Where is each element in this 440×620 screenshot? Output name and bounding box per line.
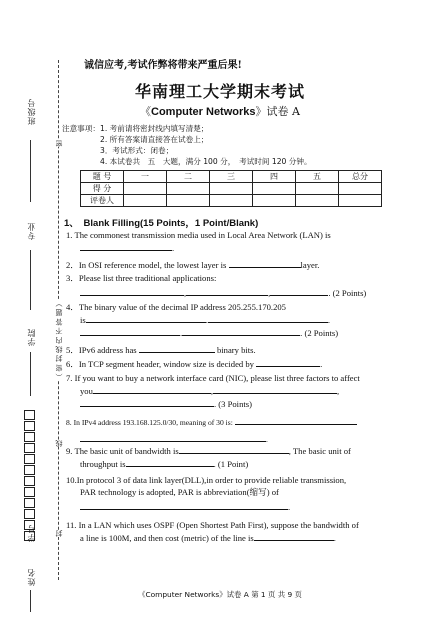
grader-cell[interactable] xyxy=(167,195,210,207)
subtitle-close: 》试卷 A xyxy=(255,105,300,118)
question-text: 3．Please list three traditional applications: xyxy=(66,273,217,283)
note-item: 2. 所有答案请直接答在试卷上； xyxy=(100,135,209,144)
score-row-label: 得 分 xyxy=(81,183,124,195)
course-name: Computer Networks xyxy=(151,106,256,118)
table-header-cell: 题 号 xyxy=(81,171,124,183)
answer-blank[interactable] xyxy=(254,531,334,541)
score-cell[interactable] xyxy=(124,183,167,195)
seal-instruction: （ 密 封 线 内 不 答 题 ） xyxy=(55,300,63,381)
punct: . xyxy=(266,435,268,444)
class-field[interactable] xyxy=(30,140,31,202)
punct: . xyxy=(333,533,336,543)
table-header-cell: 三 xyxy=(210,171,253,183)
note-item: 4. 本试卷共 五 大题，满分 100 分， 考试时间 120 分钟。 xyxy=(100,157,312,166)
student-id-boxes[interactable] xyxy=(24,410,34,542)
answer-blank[interactable] xyxy=(182,326,300,336)
grader-cell[interactable] xyxy=(296,195,339,207)
question-text: 9. The basic unit of bandwidth is xyxy=(66,446,179,456)
question-text: a line is 100M, and then cost (metric) of the line is xyxy=(80,533,254,543)
question-text: you xyxy=(80,386,93,396)
punct: . xyxy=(327,315,331,325)
question-text: 7. If you want to buy a network interface card (NIC), please list three factors to affect xyxy=(66,373,360,383)
question-text: 10.In protocol 3 of data link layer(DLL),in order to provide reliable transmission, xyxy=(66,475,347,485)
honor-warning: 诚信应考,考试作弊将带来严重后果! xyxy=(84,60,242,71)
punct: . xyxy=(205,315,208,325)
answer-blank[interactable] xyxy=(93,384,214,396)
question-text: 6．In TCP segment header, window size is decided by xyxy=(66,359,254,369)
answer-blank[interactable] xyxy=(179,444,289,454)
question-text: 5．IPv6 address has xyxy=(66,345,137,355)
answer-blank[interactable] xyxy=(80,326,183,338)
answer-blank[interactable] xyxy=(186,286,271,298)
answer-blank[interactable] xyxy=(80,286,187,298)
score-cell[interactable] xyxy=(167,183,210,195)
question-text: 2．In OSI reference model, the lowest layer is xyxy=(66,260,227,270)
question-6 xyxy=(66,357,384,370)
answer-blank[interactable] xyxy=(205,313,331,325)
table-header-cell: 总分 xyxy=(339,171,382,183)
question-text: , The basic unit of xyxy=(288,446,351,456)
answer-blank[interactable] xyxy=(80,432,266,442)
score-cell[interactable] xyxy=(210,183,253,195)
student-id-label: 学号 xyxy=(27,524,36,542)
question-11 xyxy=(66,519,384,544)
exam-notes xyxy=(62,123,312,167)
table-header-cell: 四 xyxy=(253,171,296,183)
question-text: binary bits. xyxy=(216,345,256,355)
score-table xyxy=(80,170,382,207)
class-label: 班级号 xyxy=(27,98,36,125)
score-cell[interactable] xyxy=(339,183,382,195)
points-label: . (1 Point) xyxy=(213,459,249,469)
seal-mark-bottom: 封 xyxy=(55,530,63,537)
grader-cell[interactable] xyxy=(339,195,382,207)
punct: . xyxy=(172,243,175,253)
question-text: 8. In IPv4 address 193.168.125.0/30, meaning of 30 is: xyxy=(66,418,233,427)
major-field[interactable] xyxy=(30,250,31,310)
major-label: 专业 xyxy=(27,222,36,240)
name-label: 姓名 xyxy=(27,568,36,586)
question-2 xyxy=(66,258,384,271)
question-text: 11. In a LAN which uses OSPF (Open Shortest Path First), suppose the bandwidth of xyxy=(66,520,359,530)
punct: , xyxy=(337,386,340,396)
answer-blank[interactable] xyxy=(210,384,340,396)
note-item: 3．考试形式：闭卷； xyxy=(100,146,174,155)
question-3 xyxy=(66,272,384,299)
table-header-cell: 五 xyxy=(296,171,339,183)
punct: . xyxy=(180,328,183,338)
question-text: PAR technology is adopted, PAR is abbreviation(缩写) of xyxy=(80,487,279,497)
question-text: is xyxy=(80,315,86,325)
answer-blank[interactable] xyxy=(80,241,175,253)
answer-blank[interactable] xyxy=(139,343,215,353)
college-label: 学院 xyxy=(27,328,36,346)
section-heading: 1、 Blank Filling(15 Points，1 Point/Blank) xyxy=(64,218,259,229)
answer-blank[interactable] xyxy=(126,457,214,467)
question-1 xyxy=(66,229,384,254)
question-4 xyxy=(66,301,384,339)
answer-blank[interactable] xyxy=(256,357,323,369)
question-10 xyxy=(66,474,384,513)
punct: , xyxy=(268,288,271,298)
exam-subtitle xyxy=(0,103,440,119)
page-footer: 《Computer Networks》试卷 A 第 1 页 共 9 页 xyxy=(138,590,302,599)
exam-title: 华南理工大学期末考试 xyxy=(134,82,305,101)
question-9 xyxy=(66,444,384,470)
question-5 xyxy=(66,343,384,356)
grader-row xyxy=(81,195,382,207)
notes-label: 注意事项： xyxy=(62,124,100,133)
score-cell[interactable] xyxy=(296,183,339,195)
points-label: . (2 Points) xyxy=(300,328,339,338)
score-cell[interactable] xyxy=(253,183,296,195)
answer-blank[interactable] xyxy=(229,258,301,268)
question-7 xyxy=(66,372,384,410)
college-field[interactable] xyxy=(30,352,31,396)
score-row xyxy=(81,183,382,195)
subtitle-open: 《 xyxy=(140,105,151,118)
answer-blank[interactable] xyxy=(86,313,206,323)
answer-blank[interactable] xyxy=(80,500,291,512)
score-table-header-row xyxy=(81,171,382,183)
seal-mark-middle: 线 xyxy=(55,440,63,447)
answer-blank[interactable] xyxy=(270,286,328,296)
question-text: 1. The commonest transmission media used in Local Area Network (LAN) is xyxy=(66,230,331,240)
table-header-cell: 一 xyxy=(124,171,167,183)
answer-blank[interactable] xyxy=(235,415,357,425)
points-label: . (2 Points) xyxy=(328,288,367,298)
punct: , xyxy=(210,386,214,396)
answer-blank[interactable] xyxy=(80,397,214,407)
table-header-cell: 二 xyxy=(167,171,210,183)
question-text: 4．The binary value of the decimal IP address 205.255.170.205 xyxy=(66,302,286,312)
grader-row-label: 评卷人 xyxy=(81,195,124,207)
seal-mark-top: 密 xyxy=(55,140,63,147)
question-text: throughput is xyxy=(80,459,126,469)
punct: , xyxy=(184,288,187,298)
grader-cell[interactable] xyxy=(210,195,253,207)
grader-cell[interactable] xyxy=(253,195,296,207)
punct: . xyxy=(288,502,291,512)
punct: . xyxy=(320,359,323,369)
question-text: layer. xyxy=(300,260,320,270)
points-label: . (3 Points) xyxy=(214,399,252,409)
grader-cell[interactable] xyxy=(124,195,167,207)
note-item: 1. 考前请将密封线内填写清楚； xyxy=(100,124,209,133)
question-8 xyxy=(66,415,384,446)
